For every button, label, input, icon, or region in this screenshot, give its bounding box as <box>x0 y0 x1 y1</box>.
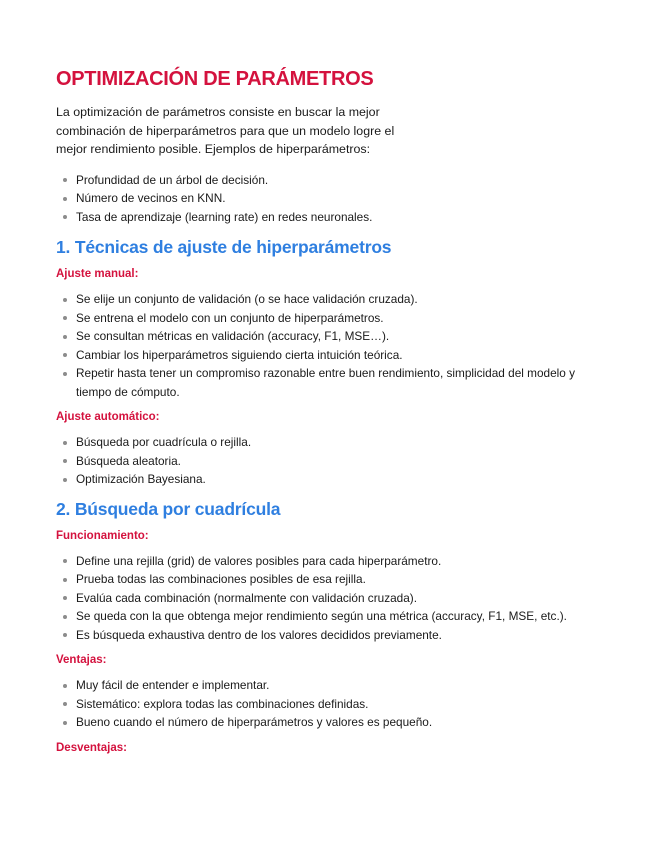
document-title: OPTIMIZACIÓN DE PARÁMETROS <box>56 68 374 90</box>
list-item: Búsqueda aleatoria. <box>56 452 605 471</box>
intro-examples-list <box>56 171 605 227</box>
list-item: Es búsqueda exhaustiva dentro de los valores decididos previamente. <box>56 626 605 645</box>
subheading-funcionamiento: Funcionamiento: <box>56 529 149 542</box>
list-item: Tasa de aprendizaje (learning rate) en redes neuronales. <box>56 208 605 227</box>
list-item: Número de vecinos en KNN. <box>56 189 605 208</box>
list-item: Evalúa cada combinación (normalmente con validación cruzada). <box>56 589 605 608</box>
list-item: Se entrena el modelo con un conjunto de hiperparámetros. <box>56 309 605 328</box>
list-item: Bueno cuando el número de hiperparámetros y valores es pequeño. <box>56 713 605 732</box>
ajuste-automatico-list <box>56 433 605 489</box>
list-item: Muy fácil de entender e implementar. <box>56 676 605 695</box>
section-heading-tecnicas: 1. Técnicas de ajuste de hiperparámetros <box>56 237 392 257</box>
list-item: Se consultan métricas en validación (accuracy, F1, MSE…). <box>56 327 605 346</box>
list-item: Define una rejilla (grid) de valores posibles para cada hiperparámetro. <box>56 552 605 571</box>
funcionamiento-list <box>56 552 605 645</box>
list-item: Optimización Bayesiana. <box>56 470 605 489</box>
subheading-desventajas: Desventajas: <box>56 741 127 754</box>
list-item: Prueba todas las combinaciones posibles de esa rejilla. <box>56 570 605 589</box>
list-item: Se elije un conjunto de validación (o se hace validación cruzada). <box>56 290 605 309</box>
list-item: Repetir hasta tener un compromiso razonable entre buen rendimiento, simplicidad del modelo y tiempo de cómputo. <box>56 364 605 401</box>
ventajas-list <box>56 676 605 732</box>
subheading-ajuste-automatico: Ajuste automático: <box>56 411 160 423</box>
list-item: Búsqueda por cuadrícula o rejilla. <box>56 433 605 452</box>
list-item: Cambiar los hiperparámetros siguiendo cierta intuición teórica. <box>56 346 605 365</box>
ajuste-manual-list <box>56 290 605 401</box>
section-heading-busqueda-cuadricula: 2. Búsqueda por cuadrícula <box>56 498 281 519</box>
list-item: Profundidad de un árbol de decisión. <box>56 171 605 190</box>
list-item: Se queda con la que obtenga mejor rendimiento según una métrica (accuracy, F1, MSE, etc.). <box>56 607 605 626</box>
subheading-ajuste-manual: Ajuste manual: <box>56 268 139 280</box>
subheading-ventajas: Ventajas: <box>56 654 107 666</box>
list-item: Sistemático: explora todas las combinaciones definidas. <box>56 695 605 714</box>
intro-paragraph: La optimización de parámetros consiste en buscar la mejor combinación de hiperparámetros para que un modelo logre el mejor rendimiento posible. Ejemplos de hiperparámetros: <box>56 105 395 156</box>
